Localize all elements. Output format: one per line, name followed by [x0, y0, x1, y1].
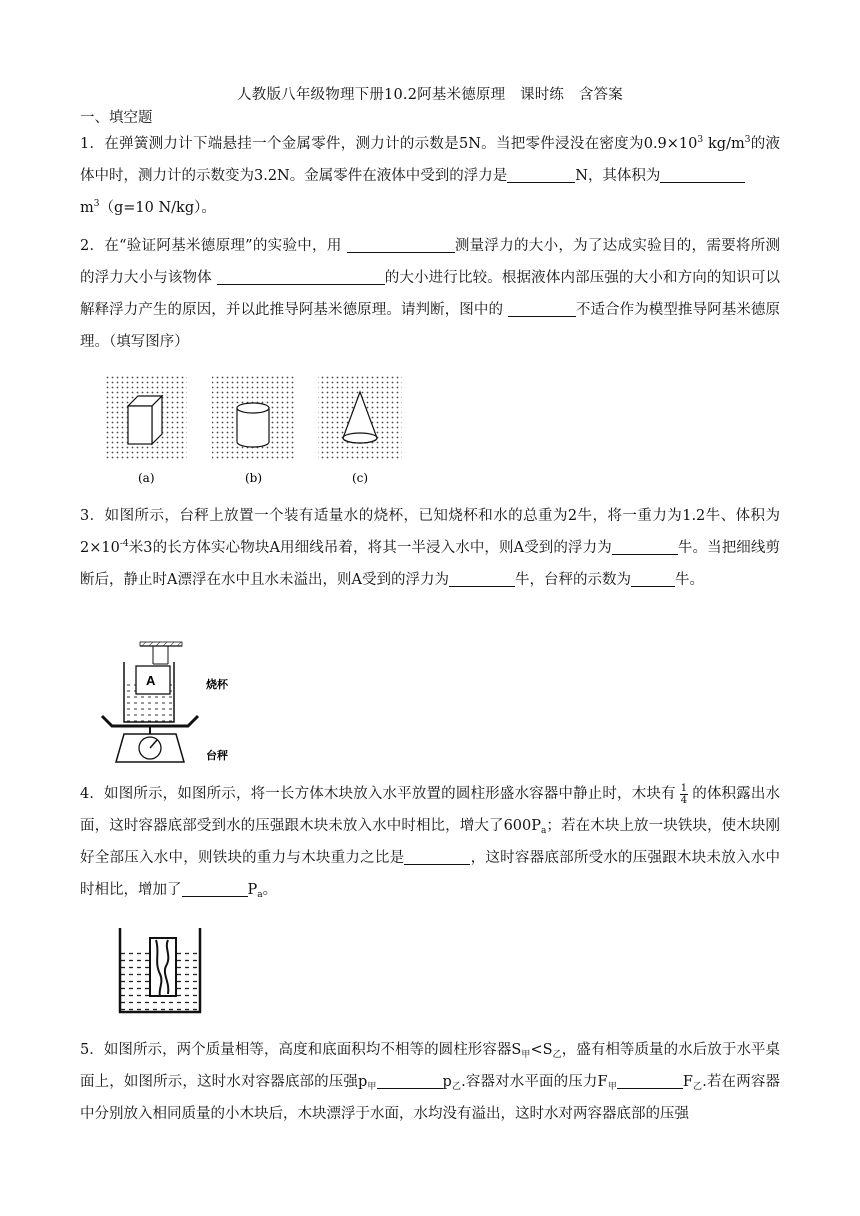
- question-4: 4．如图所示，如图所示，将一长方体木块放入水平放置的圆柱形盛水容器中静止时，木块有 $\frac{1}{4}$ 的体积露出水面，这时容器底部受到水的压强跟木块未放入水中时相比，增大了$600P_a$；若在木块上放一块铁块，使木块刚好全部压入水中，则铁块的重力与木块重力之比是 ，这时容器底部所受水的压强跟木块未放入水中时相比，增加了 $P_a$。: [80, 782, 781, 900]
- figure-label-b: (b): [245, 471, 263, 485]
- answer-blank[interactable]: [612, 538, 678, 555]
- answer-blank[interactable]: [217, 268, 385, 285]
- fraction: $\frac{1}{4}$: [680, 782, 688, 806]
- answer-blank[interactable]: [182, 880, 248, 897]
- figure-label-c: (c): [352, 471, 369, 485]
- cube-figure: [105, 376, 187, 461]
- question-number: 4．: [80, 786, 105, 802]
- scale-label: 台秤: [206, 749, 228, 762]
- cylinder-figure: [212, 376, 294, 461]
- container-wood-figure: [112, 922, 212, 1018]
- figure-label-a: (a): [138, 471, 155, 485]
- scale-beaker-figure: [98, 640, 258, 770]
- question-number: 5．: [80, 1042, 104, 1058]
- page-title: 人教版八年级物理下册10.2阿基米德原理 课时练 含答案: [237, 87, 623, 103]
- question-number: 1．: [80, 136, 105, 152]
- answer-blank[interactable]: [347, 236, 455, 253]
- shapes-figure: [100, 370, 410, 490]
- question-5: 5．如图所示，两个质量相等，高度和底面积均不相等的圆柱形容器$S_甲<S_乙$，盛有相等质量的水后放于水平桌面上，如图所示，这时水对容器底部的压强$p_甲$ $p_乙$.容器对水平面的压力$F_甲$ $F_乙$.若在两容器中分别放入相同质量的小木块后，木块漂浮于水面，水均没有溢出，这时水对两容器底部的压强: [80, 1042, 780, 1122]
- answer-blank[interactable]: [449, 570, 515, 587]
- question-number: 2．: [80, 238, 105, 254]
- cone-figure: [318, 376, 402, 461]
- answer-blank[interactable]: [377, 1072, 443, 1089]
- answer-blank[interactable]: [507, 166, 575, 183]
- question-3: 3．如图所示，台秤上放置一个装有适量水的烧杯，已知烧杯和水的总重为2牛，将一重力为1.2牛、体积为$2\times 10^{-4}$米3的长方体实心物块A用细线吊着，将其一半浸入水中，则A受到的浮力为 牛。当把细线剪断后，静止时A漂浮在水中且水未溢出，则A受到的浮力为 牛，台秤的示数为 牛。: [80, 508, 780, 588]
- answer-blank[interactable]: [631, 570, 675, 587]
- beaker-label: 烧杯: [206, 678, 228, 691]
- question-1: 1．在弹簧测力计下端悬挂一个金属零件，测力计的示数是5N。当把零件浸没在密度为$0.9\times 10^3$ $kg/m^3$的液体中时，测力计的示数变为3.2N。金属零件在液体中受到的浮力是 N，其体积为 $m^3(g=10$ N/kg）。: [80, 135, 781, 216]
- answer-blank[interactable]: [660, 166, 745, 183]
- question-number: 3．: [80, 508, 105, 524]
- section-heading: 一、填空题: [80, 110, 153, 126]
- block-label: A: [146, 673, 156, 688]
- question-2: 2．在“验证阿基米德原理”的实验中，用 测量浮力的大小，为了达成实验目的，需要将所测的浮力大小与该物体 的大小进行比较。根据液体内部压强的大小和方向的知识可以解释浮力产生的原因，并以此推导阿基米德原理。请判断，图中的 不适合作为模型推导阿基米德原理。（填写图序）: [80, 238, 781, 350]
- answer-blank[interactable]: [508, 300, 576, 317]
- answer-blank[interactable]: [617, 1072, 683, 1089]
- answer-blank[interactable]: [404, 848, 470, 865]
